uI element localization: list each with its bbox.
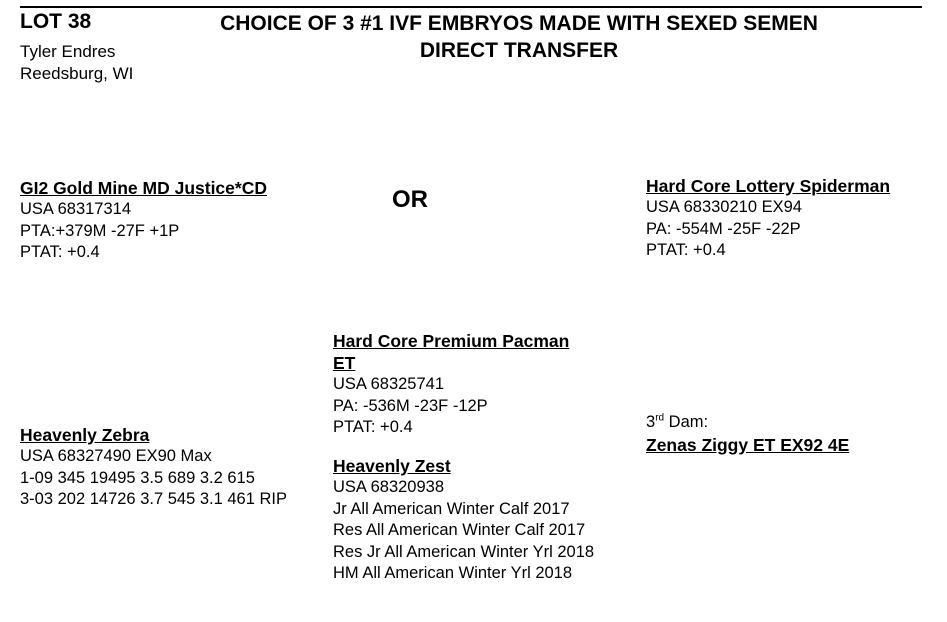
dam-block xyxy=(20,424,287,511)
top-rule xyxy=(20,6,922,8)
dam-record-1: 1-09 345 19495 3.5 689 3.2 615 xyxy=(20,468,255,487)
granddam-block xyxy=(333,455,594,585)
dam-name: Heavenly Zebra xyxy=(20,425,150,445)
third-dam-block xyxy=(646,412,849,456)
sire-right-ptat: PTAT: +0.4 xyxy=(646,241,726,259)
dam-sire-reg: USA 68325741 xyxy=(333,375,445,393)
granddam-award: HM All American Winter Yrl 2018 xyxy=(333,564,573,582)
granddam-award: Res Jr All American Winter Yrl 2018 xyxy=(333,542,595,561)
page-title xyxy=(186,10,852,64)
or-separator: OR xyxy=(392,186,428,213)
dam-sire-name-line-2: ET xyxy=(333,353,356,373)
dam-reg: USA 68327490 EX90 Max xyxy=(20,447,212,465)
third-dam-ordinal-suffix: rd xyxy=(655,412,665,424)
dam-sire-ptat: PTAT: +0.4 xyxy=(333,418,413,436)
sire-left-name: GI2 Gold Mine MD Justice*CD xyxy=(20,178,267,198)
sire-left-pta: PTA:+379M -27F +1P xyxy=(20,221,180,240)
title-line-1: CHOICE OF 3 #1 IVF EMBRYOS MADE WITH SEXED SEMEN xyxy=(220,12,818,35)
sire-left-ptat: PTAT: +0.4 xyxy=(20,243,100,261)
sire-right-name: Hard Core Lottery Spiderman xyxy=(646,176,891,196)
sire-right-block xyxy=(646,175,890,262)
title-line-2: DIRECT TRANSFER xyxy=(419,39,619,62)
sire-right-pa: PA: -554M -25F -22P xyxy=(646,219,801,238)
dam-sire-name-line-1: Hard Core Premium Pacman xyxy=(333,331,570,351)
granddam-award: Jr All American Winter Calf 2017 xyxy=(333,499,570,518)
lot-number: LOT 38 xyxy=(20,10,92,33)
granddam-award: Res All American Winter Calf 2017 xyxy=(333,521,586,539)
granddam-name: Heavenly Zest xyxy=(333,456,451,476)
third-dam-ordinal: 3 xyxy=(646,413,656,431)
sire-right-reg: USA 68330210 EX94 xyxy=(646,198,802,216)
consignor-name: Tyler Endres xyxy=(20,42,116,61)
third-dam-label xyxy=(646,412,849,434)
third-dam-label-text: Dam: xyxy=(664,413,709,431)
dam-record-2: 3-03 202 14726 3.7 545 3.1 461 RIP xyxy=(20,490,287,508)
dam-sire-block xyxy=(333,330,569,439)
granddam-reg: USA 68320938 xyxy=(333,478,445,496)
sire-left-reg: USA 68317314 xyxy=(20,200,132,218)
third-dam-name: Zenas Ziggy ET EX92 4E xyxy=(646,434,850,455)
consignor-location: Reedsburg, WI xyxy=(20,64,134,83)
consignor xyxy=(20,41,133,85)
sire-left-block xyxy=(20,177,267,264)
dam-sire-pa: PA: -536M -23F -12P xyxy=(333,396,488,415)
